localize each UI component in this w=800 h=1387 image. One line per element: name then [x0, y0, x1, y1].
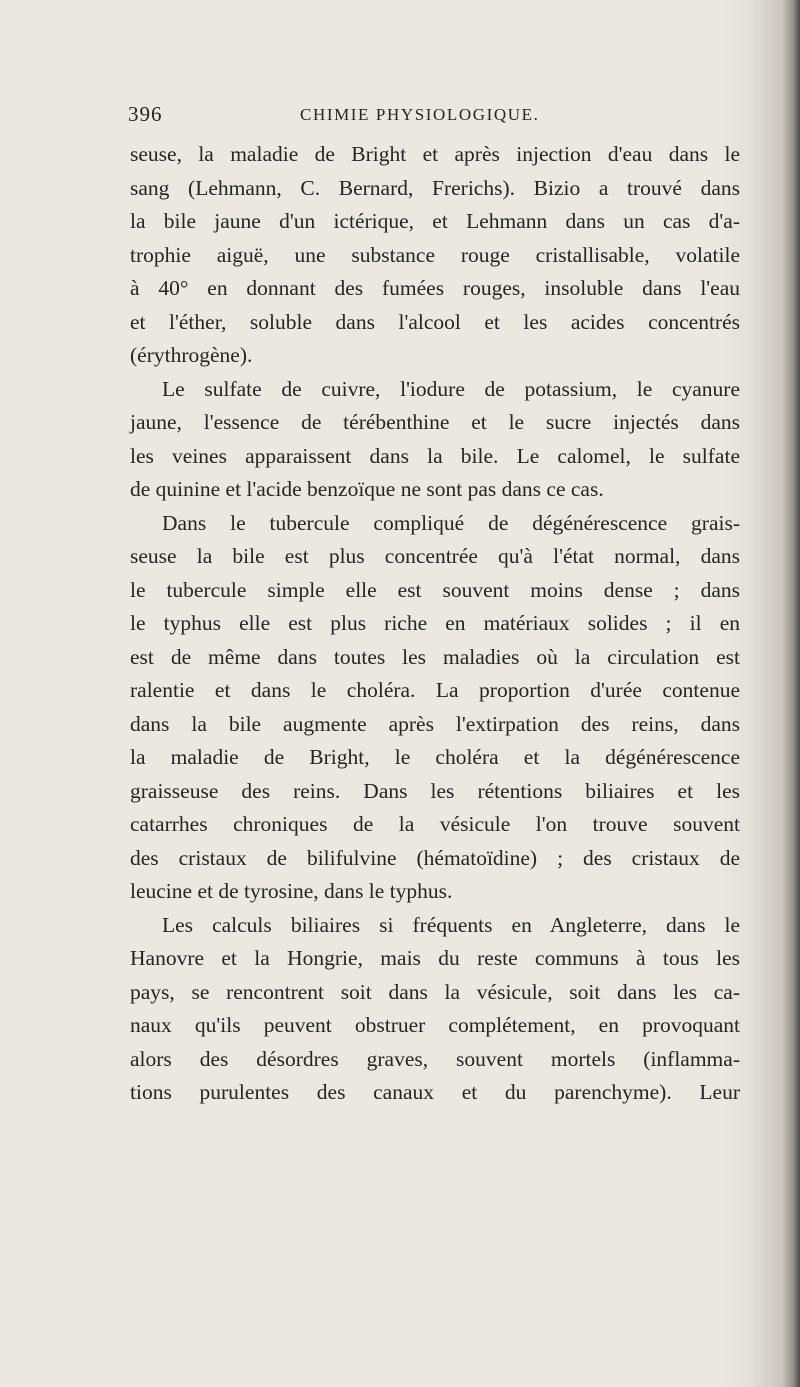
- text-line: seuse, la maladie de Bright et après injection d'eau dans le: [130, 142, 740, 166]
- text-line: les veines apparaissent dans la bile. Le calomel, le sulfate: [130, 443, 740, 468]
- text-line: ralentie et dans le choléra. La proportion d'urée contenue: [130, 678, 740, 702]
- text-line: naux qu'ils peuvent obstruer complétement, en provoquant: [130, 1013, 740, 1037]
- page-edge-shadow: [782, 0, 800, 1387]
- text-line: graisseuse des reins. Dans les rétentions biliaires et les: [130, 778, 740, 803]
- text-line: Les calculs biliaires si fréquents en Angleterre, dans le: [162, 912, 740, 937]
- page-number: 396: [128, 102, 163, 126]
- text-line: pays, se rencontrent soit dans la vésicule, soit dans les ca-: [130, 979, 740, 1004]
- text-line: de quinine et l'acide benzoïque ne sont pas dans ce cas.: [130, 477, 604, 501]
- text-line: leucine et de tyrosine, dans le typhus.: [130, 879, 453, 903]
- text-line: catarrhes chroniques de la vésicule l'on trouve souvent: [130, 812, 740, 836]
- text-line: la bile jaune d'un ictérique, et Lehmann dans un cas d'a-: [130, 209, 740, 233]
- text-line: trophie aiguë, une substance rouge cristallisable, volatile: [130, 242, 740, 267]
- page-header: [128, 102, 688, 132]
- running-title: CHIMIE PHYSIOLOGIQUE.: [300, 105, 540, 124]
- text-line: est de même dans toutes les maladies où la circulation est: [130, 644, 740, 669]
- text-line: (érythrogène).: [130, 343, 253, 367]
- text-line: le tubercule simple elle est souvent moins dense ; dans: [130, 577, 740, 602]
- text-line: le typhus elle est plus riche en matériaux solides ; il en: [130, 611, 740, 635]
- text-line: des cristaux de bilifulvine (hématoïdine) ; des cristaux de: [130, 845, 740, 870]
- text-line: la maladie de Bright, le choléra et la dégénérescence: [130, 745, 740, 769]
- text-line: jaune, l'essence de térébenthine et le sucre injectés dans: [130, 410, 740, 434]
- body-text: [130, 138, 740, 1110]
- text-line: à 40° en donnant des fumées rouges, insoluble dans l'eau: [130, 276, 740, 300]
- text-line: seuse la bile est plus concentrée qu'à l'état normal, dans: [130, 544, 740, 568]
- text-line: alors des désordres graves, souvent mortels (inflamma-: [130, 1046, 740, 1071]
- text-line: dans la bile augmente après l'extirpation des reins, dans: [130, 711, 740, 736]
- text-line: sang (Lehmann, C. Bernard, Frerichs). Bizio a trouvé dans: [130, 175, 740, 200]
- text-line: Le sulfate de cuivre, l'iodure de potassium, le cyanure: [162, 376, 740, 401]
- text-line: Dans le tubercule compliqué de dégénérescence grais-: [162, 510, 740, 535]
- text-line: et l'éther, soluble dans l'alcool et les acides concentrés: [130, 309, 740, 334]
- text-line: Hanovre et la Hongrie, mais du reste communs à tous les: [130, 946, 740, 970]
- text-line: tions purulentes des canaux et du parenchyme). Leur: [130, 1080, 740, 1104]
